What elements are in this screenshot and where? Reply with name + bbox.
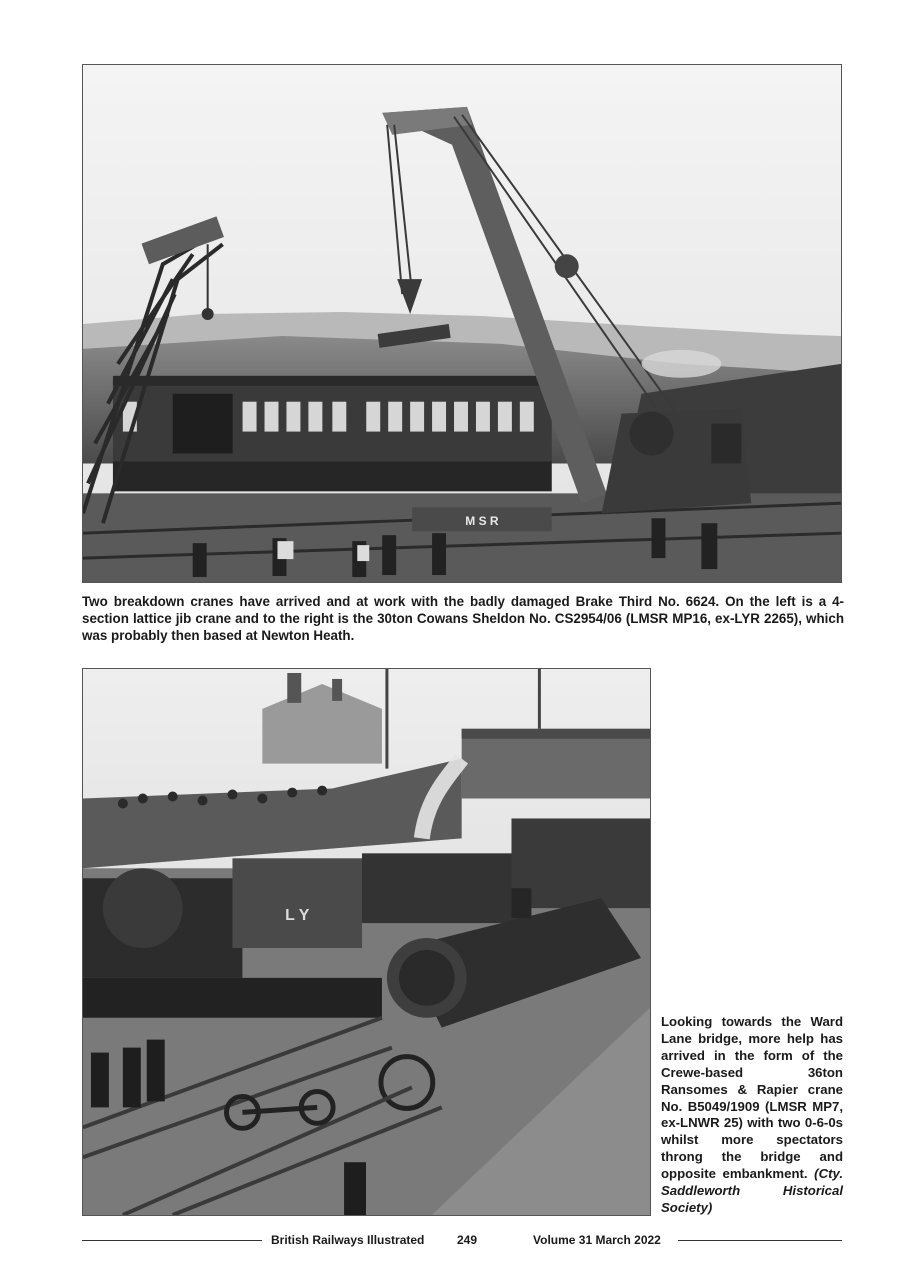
photo-credit: (Cty. Saddleworth Historical Society) bbox=[661, 1166, 843, 1215]
bottom-photo-caption bbox=[661, 1014, 843, 1217]
footer-publication: British Railways Illustrated bbox=[271, 1233, 425, 1247]
caption-main-text: Looking towards the Ward Lane bridge, more help has arrived in the form of the Crewe-based 36ton Ransomes & Rapier crane No. B5049/1909 (LMSR MP7, ex-LNWR 25) with two 0-6-0s whilst more spectators throng the bridge and opposite embankment. bbox=[661, 1014, 843, 1182]
tender-lettering: L Y bbox=[285, 907, 310, 925]
footer-page-number: 249 bbox=[457, 1233, 478, 1247]
bottom-photo bbox=[82, 668, 651, 1216]
derailment-photo-illustration bbox=[83, 669, 650, 1215]
footer-rule-left bbox=[82, 1240, 262, 1241]
top-photo bbox=[82, 64, 842, 583]
crane-photo-illustration bbox=[83, 65, 841, 582]
wagon-lettering: M S R bbox=[465, 514, 499, 529]
top-photo-caption: Two breakdown cranes have arrived and at work with the badly damaged Brake Third No. 6624. On the left is a 4-section lattice jib crane and to the right is the 30ton Cowans Sheldon No. CS2954/06 (LMSR MP16, ex-LYR 2265), which was probably then based at Newton Heath. bbox=[82, 594, 844, 644]
footer-rule-right bbox=[678, 1240, 842, 1241]
footer-volume: Volume 31 March 2022 bbox=[533, 1233, 661, 1247]
page-footer bbox=[82, 1232, 842, 1248]
